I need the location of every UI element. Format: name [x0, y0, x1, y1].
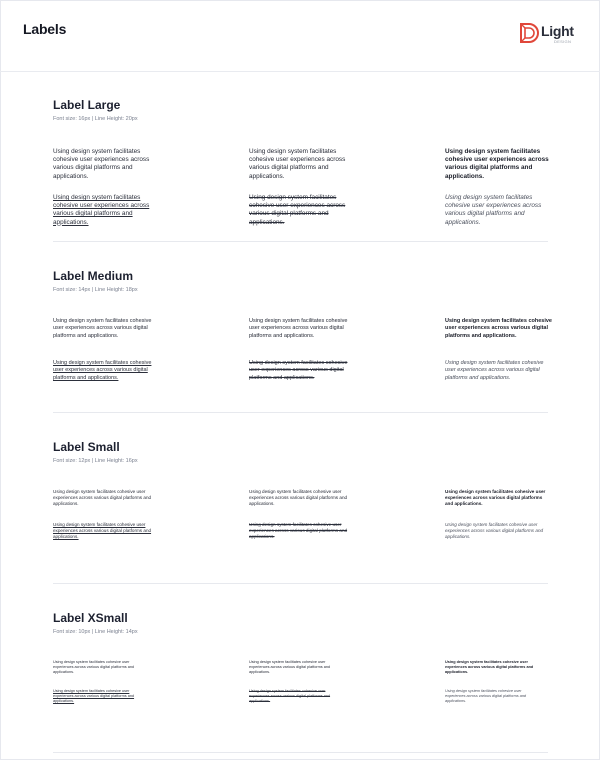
sample-strikethrough: Using design system facilitates cohesive user experiences across various digital platforms and applications.	[249, 689, 331, 704]
sample-italic: Using design system facilitates cohesive user experiences across various digital platforms and applications.	[445, 360, 544, 381]
section-title: Label Small	[53, 440, 120, 454]
section-title: Label Large	[53, 98, 121, 112]
sample-bold: Using design system facilitates cohesive user experiences across various digital platforms and applications.	[445, 660, 534, 675]
page-header	[0, 0, 600, 72]
sample-regular: Using design system facilitates cohesive user experiences across various digital platforms and applications.	[53, 660, 135, 675]
sample-medium: Using design system facilitates cohesive user experiences across various digital platforms and applications.	[249, 489, 348, 507]
sample-regular: Using design system facilitates cohesive user experiences across various digital platforms and applications.	[53, 489, 152, 507]
section-divider	[53, 412, 548, 413]
sample-underline: Using design system facilitates cohesive user experiences across various digital platforms and applications.	[53, 689, 135, 704]
sample-italic: Using design system facilitates cohesive user experiences across various digital platforms and applications.	[445, 194, 542, 226]
section-divider	[53, 583, 548, 584]
brand-logo	[519, 22, 579, 48]
sample-strikethrough: Using design system facilitates cohesive user experiences across various digital platforms and applications.	[249, 194, 346, 226]
sample-bold: Using design system facilitates cohesive user experiences across various digital platforms and applications.	[445, 148, 549, 180]
section-meta: Font size: 16px | Line Height: 20px	[53, 116, 138, 122]
page-title: Labels	[23, 21, 67, 37]
logo-mark-icon	[519, 22, 541, 44]
sample-underline: Using design system facilitates cohesive user experiences across various digital platforms and applications.	[53, 522, 152, 540]
sample-strikethrough: Using design system facilitates cohesive user experiences across various digital platforms and applications.	[249, 522, 348, 540]
sample-bold: Using design system facilitates cohesive user experiences across various digital platforms and applications.	[445, 489, 546, 507]
section-divider	[53, 241, 548, 242]
sample-underline: Using design system facilitates cohesive user experiences across various digital platforms and applications.	[53, 360, 152, 381]
section-divider	[53, 752, 548, 753]
section-title: Label Medium	[53, 269, 134, 283]
sample-italic: Using design system facilitates cohesive user experiences across various digital platforms and applications.	[445, 689, 527, 704]
logo-text: Light	[541, 23, 574, 39]
sample-bold: Using design system facilitates cohesive user experiences across various digital platforms and applications.	[445, 318, 552, 339]
sample-underline: Using design system facilitates cohesive user experiences across various digital platforms and applications.	[53, 194, 150, 226]
section-title: Label XSmall	[53, 611, 128, 625]
sample-medium: Using design system facilitates cohesive user experiences across various digital platforms and applications.	[249, 660, 331, 675]
sample-medium: Using design system facilitates cohesive user experiences across various digital platforms and applications.	[249, 148, 346, 180]
sample-regular: Using design system facilitates cohesive user experiences across various digital platforms and applications.	[53, 318, 152, 339]
sample-strikethrough: Using design system facilitates cohesive user experiences across various digital platforms and applications.	[249, 360, 348, 381]
sample-italic: Using design system facilitates cohesive user experiences across various digital platforms and applications.	[445, 522, 544, 540]
sample-medium: Using design system facilitates cohesive user experiences across various digital platforms and applications.	[249, 318, 348, 339]
section-meta: Font size: 14px | Line Height: 18px	[53, 287, 138, 293]
section-meta: Font size: 12px | Line Height: 16px	[53, 458, 138, 464]
logo-subtext: DESIGN	[554, 39, 572, 44]
section-meta: Font size: 10px | Line Height: 14px	[53, 629, 138, 635]
sample-regular: Using design system facilitates cohesive user experiences across various digital platforms and applications.	[53, 148, 150, 180]
